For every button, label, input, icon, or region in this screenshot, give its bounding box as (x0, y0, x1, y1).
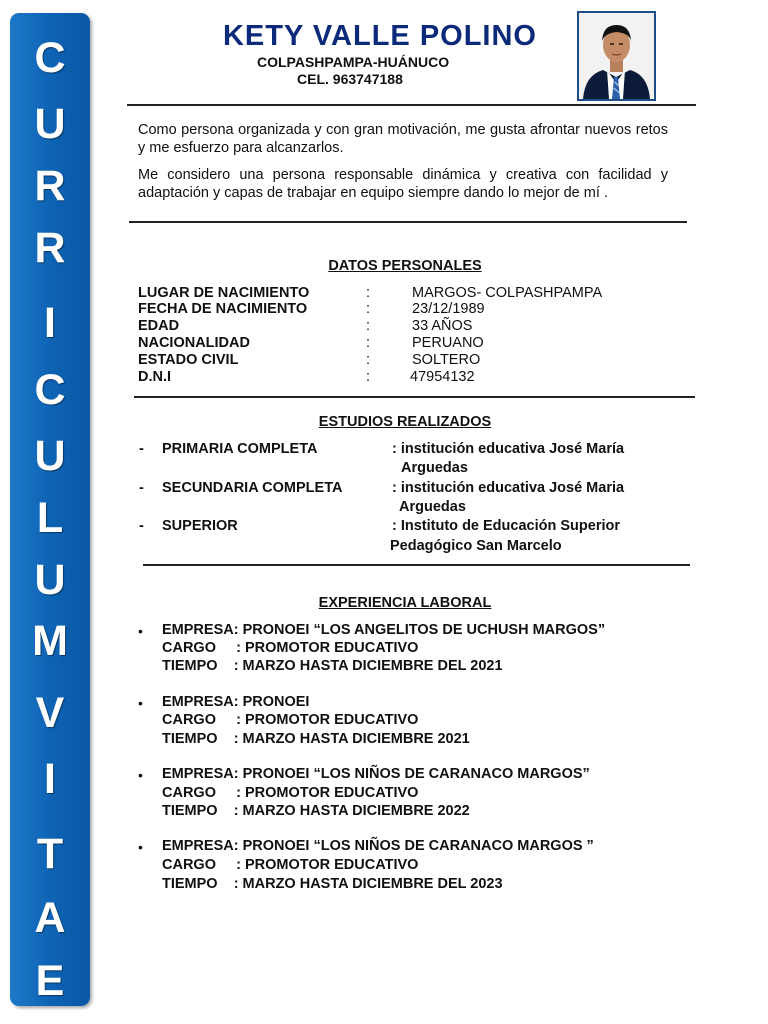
experience-role: CARGO : PROMOTOR EDUCATIVO (162, 640, 419, 656)
experience-role: CARGO : PROMOTOR EDUCATIVO (162, 712, 419, 728)
bullet-marker: • (138, 839, 143, 855)
personal-data-value: 47954132 (410, 369, 475, 385)
banner-letter: V (35, 689, 65, 737)
study-institution: : institución educativa José Maria (392, 480, 625, 496)
personal-data-row (138, 335, 678, 352)
dash-marker: - (139, 441, 144, 457)
banner-letter: A (34, 894, 66, 942)
personal-data-value: MARGOS- COLPASHPAMPA (412, 285, 603, 301)
banner-letter: T (36, 830, 64, 878)
personal-data-label: EDAD (138, 318, 180, 334)
study-level: SECUNDARIA COMPLETA (162, 480, 343, 496)
personal-data-label: NACIONALIDAD (138, 335, 250, 351)
profile-photo (577, 11, 656, 101)
dash-marker: - (139, 480, 144, 496)
colon-separator: : (366, 285, 371, 301)
experience-company: EMPRESA: PRONOEI “LOS NIÑOS DE CARANACO MARGOS ” (162, 838, 594, 854)
personal-data-value: 33 AÑOS (412, 318, 473, 334)
personal-data-row (138, 285, 678, 302)
profile-divider (129, 221, 687, 223)
experience-company: EMPRESA: PRONOEI “LOS NIÑOS DE CARANACO MARGOS” (162, 766, 590, 782)
personal-data-label: ESTADO CIVIL (138, 352, 239, 368)
colon-separator: : (366, 301, 371, 317)
personal-data-value: SOLTERO (412, 352, 481, 368)
study-institution-cont: Arguedas (399, 499, 466, 515)
study-institution-cont: Pedagógico San Marcelo (390, 538, 562, 554)
experience-role: CARGO : PROMOTOR EDUCATIVO (162, 857, 419, 873)
dash-marker: - (139, 518, 144, 534)
personal-data-row (138, 318, 678, 335)
profile-paragraph-2: Me considero una persona responsable dinámica y creativa con facilidad y adaptación y capas de trabajar en equipo siempre dando lo mejor de mí . (138, 167, 668, 201)
studies-title: ESTUDIOS REALIZADOS (318, 414, 492, 430)
study-institution: : Instituto de Educación Superior (392, 518, 620, 534)
banner-letter: U (34, 432, 66, 480)
studies-divider (143, 564, 690, 566)
personal-data-label: FECHA DE NACIMIENTO (138, 301, 308, 317)
colon-separator: : (366, 318, 371, 334)
study-institution-cont: Arguedas (401, 460, 468, 476)
bullet-marker: • (138, 623, 143, 639)
banner-letter: E (35, 957, 65, 1005)
person-portrait-icon (579, 13, 654, 99)
bullet-marker: • (138, 767, 143, 783)
profile-paragraph-1: Como persona organizada y con gran motivación, me gusta afrontar nuevos retos y me esfuerzo para alcanzarlos. (138, 122, 668, 156)
experience-period: TIEMPO : MARZO HASTA DICIEMBRE DEL 2023 (162, 876, 503, 892)
experience-period: TIEMPO : MARZO HASTA DICIEMBRE 2021 (162, 731, 470, 747)
colon-separator: : (366, 335, 371, 351)
personal-data-row (138, 301, 678, 318)
bullet-marker: • (138, 695, 143, 711)
banner-letter: C (34, 366, 66, 414)
personal-data-divider (134, 396, 695, 398)
experience-period: TIEMPO : MARZO HASTA DICIEMBRE 2022 (162, 803, 470, 819)
banner-letter: R (34, 162, 66, 210)
personal-data-value: 23/12/1989 (412, 301, 485, 317)
banner-letter: U (34, 100, 66, 148)
personal-data-label: LUGAR DE NACIMIENTO (138, 285, 310, 301)
experience-company: EMPRESA: PRONOEI “LOS ANGELITOS DE UCHUSH MARGOS” (162, 622, 606, 638)
candidate-name: KETY VALLE POLINO (222, 20, 537, 52)
colon-separator: : (366, 352, 371, 368)
banner-letter: R (34, 224, 66, 272)
banner-letter: I (44, 299, 56, 347)
experience-company: EMPRESA: PRONOEI (162, 694, 310, 710)
banner-letter: U (34, 556, 66, 604)
personal-data-row (138, 352, 678, 369)
phone-text: CEL. 963747188 (297, 71, 403, 87)
study-level: SUPERIOR (162, 518, 238, 534)
personal-data-row (138, 369, 678, 386)
banner-letter: I (44, 755, 56, 803)
location-text: COLPASHPAMPA-HUÁNUCO (257, 54, 450, 70)
banner-letter: L (36, 494, 64, 542)
experience-role: CARGO : PROMOTOR EDUCATIVO (162, 785, 419, 801)
experience-title: EXPERIENCIA LABORAL (318, 595, 492, 611)
personal-data-label: D.N.I (138, 369, 172, 385)
banner-letter: C (34, 34, 66, 82)
curriculum-vitae-banner (10, 13, 90, 1006)
colon-separator: : (366, 369, 371, 385)
personal-data-value: PERUANO (412, 335, 484, 351)
study-level: PRIMARIA COMPLETA (162, 441, 318, 457)
banner-letter: M (32, 617, 68, 665)
study-institution: : institución educativa José María (392, 441, 625, 457)
header-divider (127, 104, 696, 106)
personal-data-title: DATOS PERSONALES (328, 258, 482, 274)
experience-period: TIEMPO : MARZO HASTA DICIEMBRE DEL 2021 (162, 658, 503, 674)
